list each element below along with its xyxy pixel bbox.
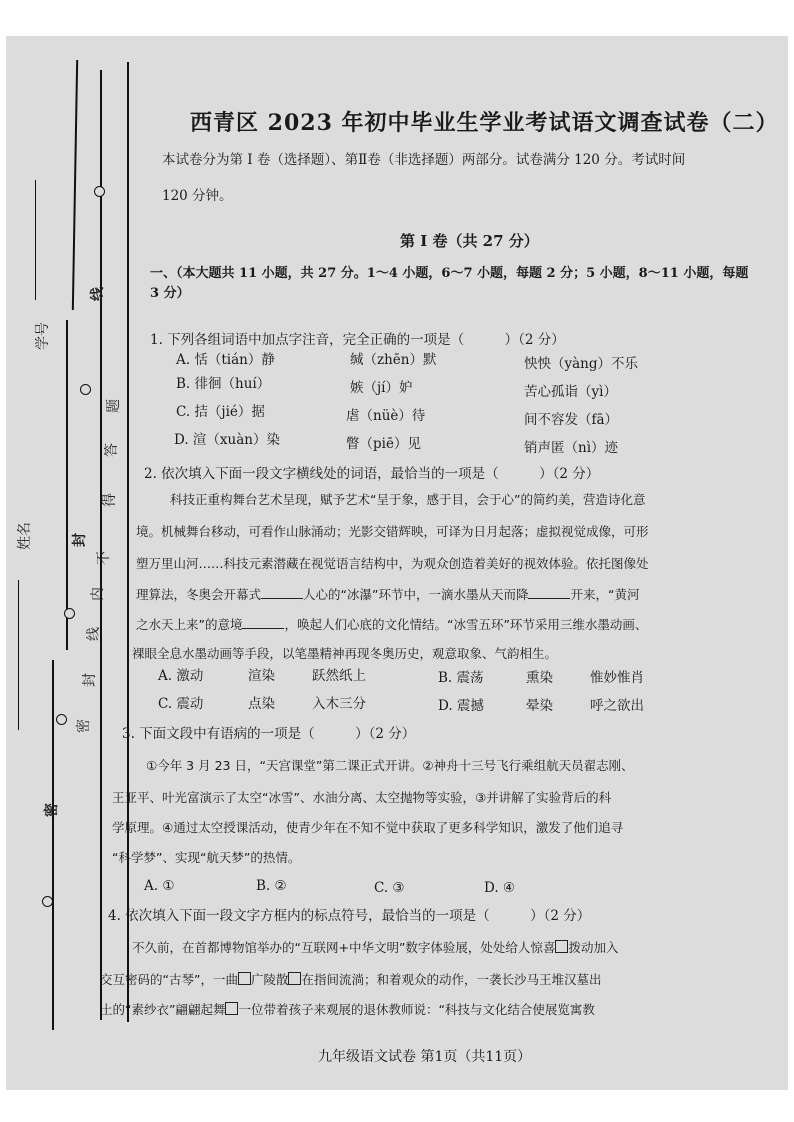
q3-opt-a[interactable]: A. ①	[144, 878, 175, 894]
q1-b-1[interactable]: B. 徘徊（huí）	[176, 376, 271, 392]
intro-line-1: 本试卷分为第 I 卷（选择题）、第Ⅱ卷（非选择题）两部分。试卷满分 120 分。考试时间	[162, 152, 686, 168]
q1-c-3: 间不容发（fā）	[524, 412, 619, 428]
inner-char-8: 密	[76, 719, 92, 733]
label-xian: 线	[90, 287, 106, 301]
binding-line-outer-mid	[66, 320, 68, 650]
inner-char-3: 得	[102, 493, 118, 507]
q4-para-3-a: 土的“素纱衣”翩翩起舞	[100, 1002, 226, 1017]
hole-circle-3	[64, 608, 75, 619]
q2-opt-c-3: 入木三分	[312, 696, 366, 712]
hole-circle-1	[94, 186, 105, 197]
label-xingming: 姓名	[17, 522, 33, 550]
q2-para-5-a: 之水天上来”的意境	[136, 617, 243, 632]
q1-b-3: 苦心孤诣（yì）	[524, 384, 617, 400]
xuehao-field-line[interactable]	[35, 180, 36, 300]
q2-para-6: 裸眼全息水墨动画等手段，以笔墨精神再现冬奥历史，观意取象、气韵相生。	[132, 646, 558, 661]
q3-para-1: ①今年 3 月 23 日，“天宫课堂”第二课正式开讲。②神舟十三号飞行乘组航天员翟志刚、	[146, 758, 634, 773]
q2-opt-d-2: 晕染	[526, 698, 553, 714]
q1-stem: 1. 下列各组词语中加点字注音，完全正确的一项是（ ）（2 分）	[150, 332, 565, 348]
q2-blank-3[interactable]	[242, 614, 284, 629]
q1-a-3: 怏怏（yàng）不乐	[524, 356, 639, 372]
q2-para-5-b: ，唤起人们心底的文化情结。“冰雪五环”环节采用三维水墨动画、	[284, 617, 648, 632]
q1-c-1[interactable]: C. 拮（jié）据	[176, 404, 265, 420]
q1-c-2: 虐（nüè）待	[346, 408, 426, 424]
dash-line	[100, 70, 102, 1020]
label-mi: 密	[44, 803, 60, 817]
q2-opt-b-2: 熏染	[526, 670, 553, 686]
section-title: 第 Ⅰ 卷（共 27 分）	[400, 232, 539, 250]
page-footer: 九年级语文试卷 第1页（共11页）	[318, 1049, 532, 1065]
q2-blank-2[interactable]	[528, 584, 570, 599]
xingming-field-line[interactable]	[18, 580, 19, 730]
q2-blank-1[interactable]	[261, 584, 303, 599]
hole-circle-5	[42, 896, 53, 907]
q2-para-4-a: 理算法，冬奥会开幕式	[136, 587, 262, 602]
q2-para-4-c: 开来，“黄河	[570, 587, 640, 602]
q1-d-3: 销声匿（nì）迹	[524, 440, 619, 456]
q3-para-3: 学原理。④通过太空授课活动，使青少年在不知不觉中获取了更多科学知识，激发了他们追寻	[112, 820, 624, 835]
label-feng: 封	[72, 533, 88, 547]
q2-opt-a-2: 渲染	[248, 668, 275, 684]
q1-d-2: 瞥（piē）见	[346, 436, 421, 452]
q3-opt-c[interactable]: C. ③	[374, 880, 405, 896]
inner-char-2: 答	[104, 443, 120, 457]
q2-opt-a[interactable]: A. 激动	[158, 668, 204, 684]
q2-opt-d-3: 呼之欲出	[590, 698, 644, 714]
q2-opt-b-3: 惟妙惟肖	[590, 670, 644, 686]
q2-opt-a-3: 跃然纸上	[312, 668, 366, 684]
part1-line-2: 3 分）	[150, 286, 190, 301]
q4-para-1-a: 不久前，在首都博物馆举办的“互联网+中华文明”数字体验展，处处给人惊喜	[132, 940, 556, 955]
q4-para-1-b: 拨动加入	[568, 940, 619, 955]
q2-para-2: 境。机械舞台移动，可看作山脉涌动；光影交错辉映，可译为日月起落；虚拟视觉成像，可形	[136, 524, 649, 539]
inner-char-1: 题	[106, 399, 122, 413]
q4-box-4[interactable]	[225, 1002, 238, 1015]
q2-para-5	[136, 614, 647, 635]
intro-line-2: 120 分钟。	[162, 188, 233, 204]
q4-para-2-c: 在指间流淌；和着观众的动作，一袭长沙马王堆汉墓出	[301, 972, 602, 987]
q2-opt-b[interactable]: B. 震荡	[438, 670, 484, 686]
q4-para-2-b: 广陵散	[250, 972, 289, 987]
q1-b-2: 嫉（jí）妒	[350, 380, 413, 396]
q2-opt-c[interactable]: C. 震动	[158, 696, 204, 712]
q2-opt-d[interactable]: D. 震撼	[438, 698, 484, 714]
q3-para-2: 王亚平、叶光富演示了太空“冰雪”、水油分离、太空抛物等实验，③并讲解了实验背后的科	[112, 790, 612, 805]
q2-opt-c-2: 点染	[248, 696, 275, 712]
q4-stem: 4. 依次填入下面一段文字方框内的标点符号，最恰当的一项是（ ）（2 分）	[108, 908, 591, 924]
q1-a-2: 缄（zhēn）默	[350, 352, 437, 368]
q1-d-1[interactable]: D. 渲（xuàn）染	[174, 432, 280, 448]
inner-char-5: 内	[90, 587, 106, 601]
inner-char-4: 不	[96, 551, 112, 565]
q4-para-3-b: 一位带着孩子来观展的退休教师说：“科技与文化结合使展览寓教	[238, 1002, 595, 1017]
hole-circle-4	[56, 714, 67, 725]
q3-para-4: “科学梦”、实现“航天梦”的热情。	[112, 850, 301, 865]
hole-circle-2	[80, 384, 91, 395]
q4-box-3[interactable]	[288, 972, 301, 985]
q2-para-4-b: 人心的“冰瀑”环节中，一滴水墨从天而降	[303, 587, 529, 602]
q2-para-3: 塑万里山河……科技元素潜藏在视觉语言结构中，为观众创造着美好的视效体验。依托图像处	[136, 556, 649, 571]
q4-box-1[interactable]	[555, 940, 568, 953]
binding-line-outer-bottom	[52, 660, 54, 1030]
q1-a-1[interactable]: A. 恬（tián）静	[176, 352, 275, 368]
q3-opt-b[interactable]: B. ②	[256, 878, 287, 894]
q2-para-4	[136, 584, 639, 605]
inner-char-7: 封	[82, 673, 98, 687]
q3-opt-d[interactable]: D. ④	[484, 880, 516, 896]
q4-para-1	[132, 938, 618, 958]
label-xuehao: 学号	[35, 322, 51, 350]
inner-char-6: 线	[86, 627, 102, 641]
q2-stem: 2. 依次填入下面一段文字横线处的词语，最恰当的一项是（ ）（2 分）	[144, 466, 600, 482]
q3-stem: 3. 下面文段中有语病的一项是（ ）（2 分）	[122, 726, 416, 742]
binding-line-inner	[127, 62, 129, 1022]
q4-box-2[interactable]	[238, 972, 251, 985]
q4-para-3	[100, 1000, 595, 1020]
part1-line-1: 一、（本大题共 11 小题，共 27 分。1～4 小题，6～7 小题，每题 2 分；5 小题，8～11 小题，每题	[150, 266, 749, 281]
q4-para-2-a: 交互密码的“古琴”，一曲	[100, 972, 238, 987]
q2-para-1: 科技正重构舞台艺术呈现，赋予艺术“呈于象，感于目，会于心”的简约美，营造诗化意	[170, 492, 646, 507]
exam-title: 西青区 2023 年初中毕业生学业考试语文调查试卷（二）	[190, 110, 779, 136]
q4-para-2	[100, 970, 601, 990]
